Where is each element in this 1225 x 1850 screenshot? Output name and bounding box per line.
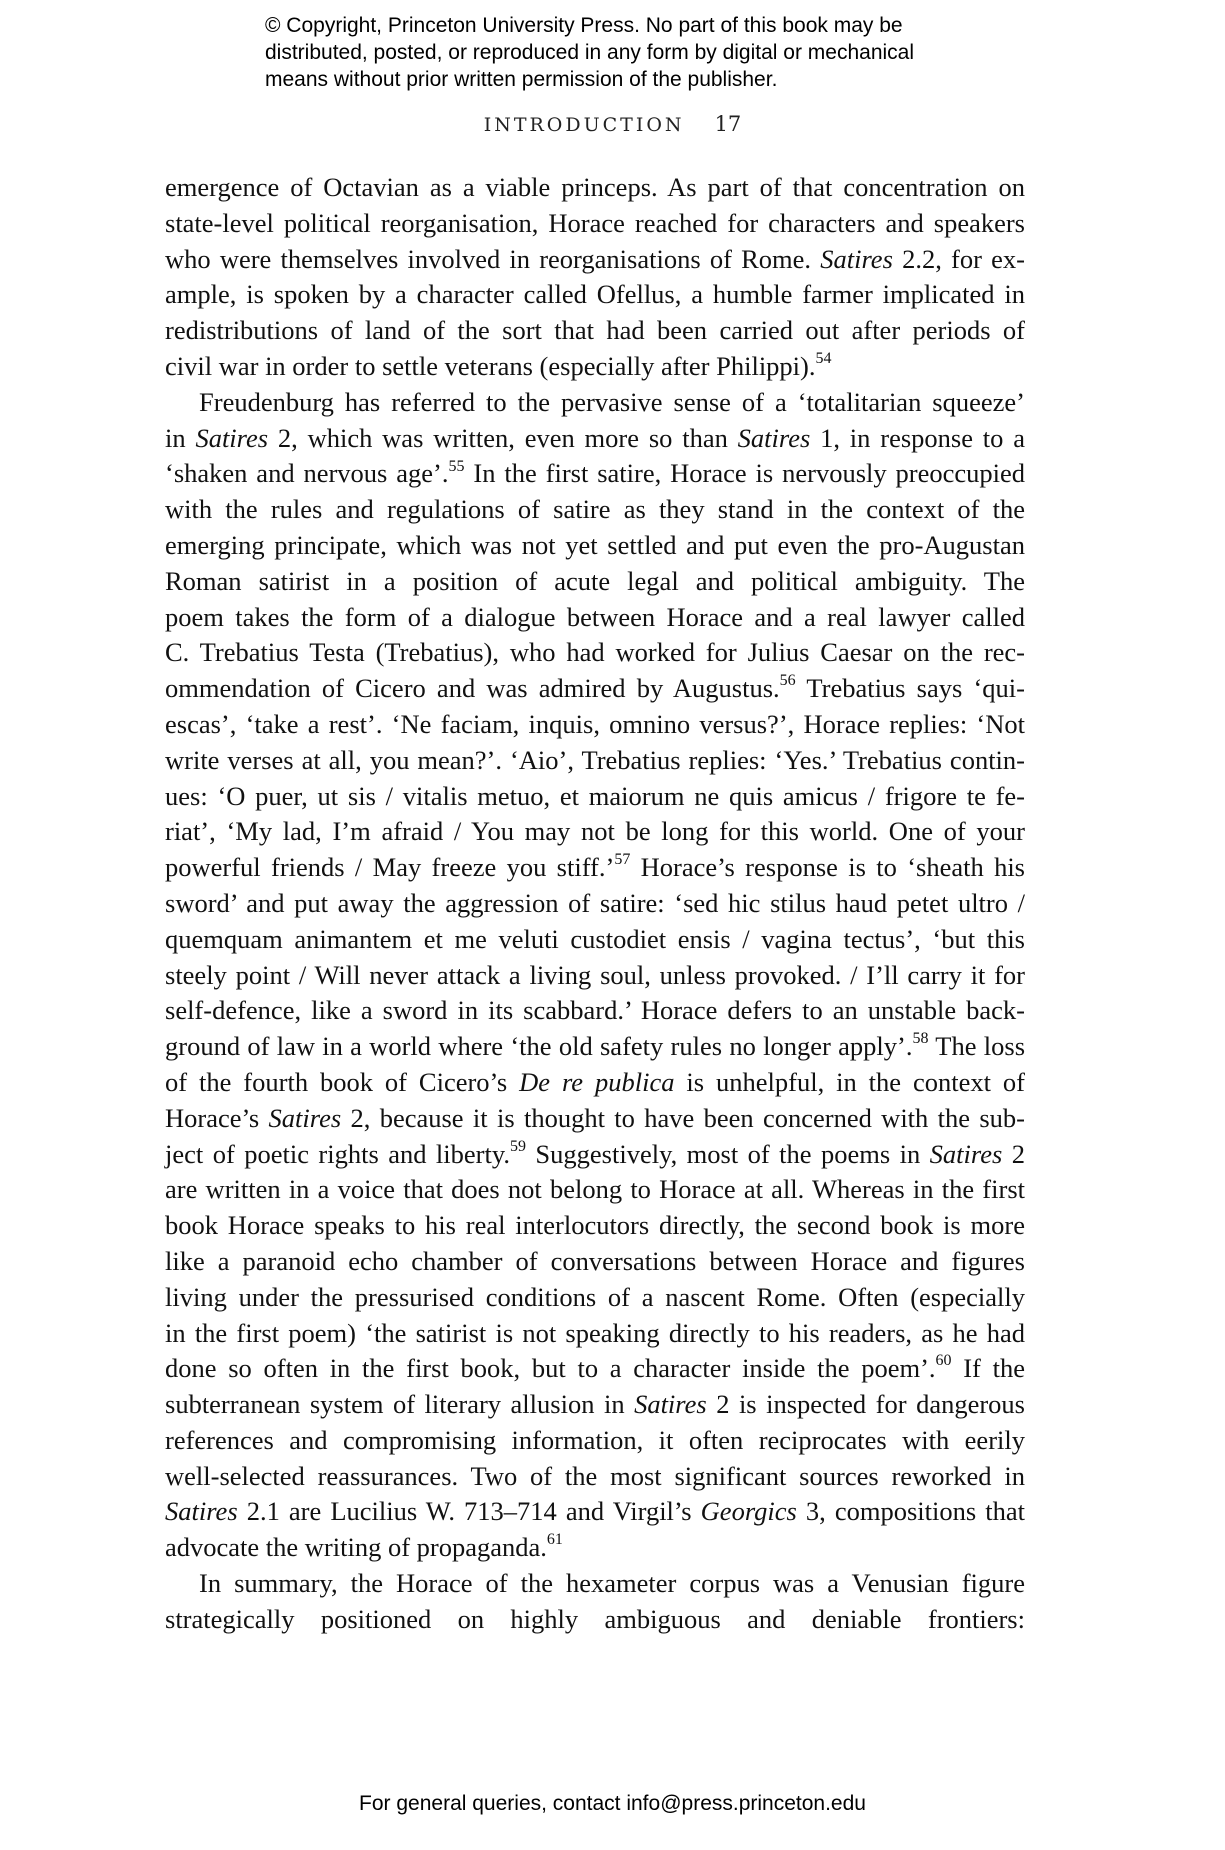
copyright-notice — [265, 12, 1005, 93]
text-line — [165, 743, 1025, 779]
text-run: ground of law in a world where ‘the old safety rules no longer apply’. — [165, 1031, 913, 1062]
text-run: 2.1 are Lucilius W. 713–714 and Virgil’s — [237, 1496, 701, 1527]
italic-title: Satires — [268, 1102, 342, 1133]
text-line — [165, 958, 1025, 994]
text-line — [165, 779, 1025, 815]
footnote-ref: 60 — [935, 1352, 952, 1370]
text-run: ‘shaken and nervous age’. — [165, 458, 449, 489]
copyright-line: distributed, posted, or reproduced in any form by digital or mechanical — [265, 41, 915, 64]
text-run: poem takes the form of a dialogue between Horace and a real lawyer called — [165, 601, 1025, 632]
text-run: self-defence, like a sword in its scabbard.’ Horace defers to an unstable back- — [165, 995, 1025, 1026]
text-run: In summary, the Horace of the hexameter corpus was a Venusian figure — [199, 1568, 1025, 1599]
italic-title: Satires — [165, 1496, 238, 1527]
italic-title: Satires — [195, 422, 269, 453]
copyright-line: © Copyright, Princeton University Press. No part of this book may be — [265, 14, 903, 37]
text-line — [165, 1244, 1025, 1280]
text-run: Trebatius says ‘qui- — [795, 673, 1025, 704]
text-run: references and compromising information, it often reciprocates with eerily — [165, 1424, 1025, 1455]
footnote-ref: 58 — [912, 1030, 929, 1048]
text-line — [165, 1602, 1025, 1638]
text-line — [165, 814, 1025, 850]
text-run: Roman satirist in a position of acute legal and political ambiguity. The — [165, 565, 1025, 596]
text-line — [165, 421, 1025, 457]
text-line — [165, 922, 1025, 958]
footnote-ref: 54 — [815, 350, 832, 368]
text-line — [165, 277, 1025, 313]
text-run: 2.2, for ex- — [892, 243, 1025, 274]
text-run: living under the pressurised conditions of a nascent Rome. Often (especially — [165, 1281, 1025, 1312]
text-line — [165, 1530, 1025, 1566]
text-run: in — [165, 422, 196, 453]
text-run: ject of poetic rights and liberty. — [165, 1138, 510, 1169]
italic-title: Satires — [634, 1389, 707, 1420]
text-line — [165, 635, 1025, 671]
page-number: 17 — [714, 112, 742, 136]
text-run: ommendation of Cicero and was admired by Augustus. — [165, 673, 780, 704]
italic-title: Georgics — [700, 1496, 797, 1527]
text-line — [165, 1029, 1025, 1065]
text-run: ues: ‘O puer, ut sis / vitalis metuo, et maiorum ne quis amicus / frigore te fe- — [165, 780, 1025, 811]
text-line — [165, 671, 1025, 707]
text-line — [165, 1459, 1025, 1495]
text-run: is unhelpful, in the context of — [674, 1066, 1025, 1097]
footnote-ref: 61 — [546, 1531, 563, 1549]
text-line — [165, 1137, 1025, 1173]
text-run: 3, compositions that — [796, 1496, 1025, 1527]
running-head — [0, 112, 1225, 136]
text-line — [165, 1065, 1025, 1101]
italic-title: Satires — [929, 1138, 1003, 1169]
text-run: civil war in order to settle veterans (especially after Philippi). — [165, 350, 816, 381]
text-run: The loss — [928, 1031, 1026, 1062]
text-run: are written in a voice that does not belong to Horace at all. Whereas in the first — [165, 1174, 1025, 1205]
footnote-ref: 55 — [448, 457, 465, 475]
text-run: quemquam animantem et me veluti custodiet ensis / vagina tectus’, ‘but this — [165, 923, 1025, 954]
text-line — [165, 707, 1025, 743]
italic-title: Satires — [737, 422, 811, 453]
text-line — [165, 600, 1025, 636]
text-line — [165, 886, 1025, 922]
text-run: Suggestively, most of the poems in — [525, 1138, 930, 1169]
text-run: in the first poem) ‘the satirist is not speaking directly to his readers, as he had — [165, 1317, 1025, 1348]
text-line — [165, 1494, 1025, 1530]
text-line — [165, 1208, 1025, 1244]
text-line — [165, 349, 1025, 385]
text-run: C. Trebatius Testa (Trebatius), who had worked for Julius Caesar on the rec- — [165, 637, 1025, 668]
text-line — [165, 206, 1025, 242]
text-run: strategically positioned on highly ambiguous and deniable frontiers: — [165, 1603, 1025, 1634]
footer-contact: For general queries, contact info@press.princeton.edu — [359, 1792, 866, 1815]
text-run: subterranean system of literary allusion in — [165, 1389, 635, 1420]
text-run: sword’ and put away the aggression of satire: ‘sed hic stilus haud petet ultro / — [165, 887, 1025, 918]
text-run: In the first satire, Horace is nervously preoccupied — [464, 458, 1026, 489]
text-run: 2 — [1002, 1138, 1026, 1169]
text-line — [165, 1280, 1025, 1316]
text-line — [165, 1172, 1025, 1208]
text-line — [165, 385, 1025, 421]
text-run: emergence of Octavian as a viable princeps. As part of that concentration on — [165, 172, 1025, 202]
italic-title: De re publica — [519, 1066, 675, 1097]
text-run: Freudenburg has referred to the pervasive sense of a ‘totalitarian squeeze’ — [199, 386, 1025, 417]
text-run: 2, because it is thought to have been concerned with the sub- — [341, 1102, 1025, 1133]
text-run: redistributions of land of the sort that had been carried out after periods of — [165, 315, 1025, 346]
text-run: 1, in response to a — [810, 422, 1025, 453]
italic-title: Satires — [820, 243, 893, 274]
text-run: with the rules and regulations of satire as they stand in the context of the — [165, 494, 1025, 525]
text-line — [165, 1351, 1025, 1387]
text-line — [165, 1101, 1025, 1137]
text-line — [165, 564, 1025, 600]
footnote-ref: 56 — [779, 672, 796, 690]
text-run: well-selected reassurances. Two of the most significant sources reworked in — [165, 1460, 1025, 1491]
body-text — [165, 170, 1025, 1638]
text-run: ample, is spoken by a character called Ofellus, a humble farmer implicated in — [165, 279, 1025, 310]
text-run: riat’, ‘My lad, I’m afraid / You may not be long for this world. One of your — [165, 816, 1025, 847]
text-run: advocate the writing of propaganda. — [165, 1532, 547, 1563]
text-run: of the fourth book of Cicero’s — [165, 1066, 520, 1097]
text-run: steely point / Will never attack a living soul, unless provoked. / I’ll carry it for — [165, 959, 1025, 990]
text-run: powerful friends / May freeze you stiff.’ — [165, 852, 615, 883]
text-run: 2, which was written, even more so than — [268, 422, 738, 453]
text-line — [165, 1566, 1025, 1602]
text-line — [165, 456, 1025, 492]
footnote-ref: 59 — [509, 1137, 526, 1155]
text-line — [165, 528, 1025, 564]
text-run: escas’, ‘take a rest’. ‘Ne faciam, inquis, omnino versus?’, Horace replies: ‘Not — [165, 708, 1025, 739]
text-line — [165, 242, 1025, 278]
running-head-title: INTRODUCTION — [483, 114, 685, 136]
text-run: book Horace speaks to his real interlocutors directly, the second book is more — [165, 1210, 1025, 1241]
text-run: Horace’s response is to ‘sheath his — [630, 852, 1025, 883]
text-line — [165, 993, 1025, 1029]
copyright-line: means without prior written permission of the publisher. — [265, 68, 778, 91]
text-run: emerging principate, which was not yet settled and put even the pro-Augustan — [165, 529, 1025, 560]
text-line — [165, 1316, 1025, 1352]
text-line — [165, 170, 1025, 206]
text-run: 2 is inspected for dangerous — [706, 1389, 1025, 1420]
footnote-ref: 57 — [614, 851, 631, 869]
text-run: who were themselves involved in reorganisations of Rome. — [165, 243, 821, 274]
text-line — [165, 492, 1025, 528]
text-line — [165, 1387, 1025, 1423]
text-run: state-level political reorganisation, Horace reached for characters and speakers — [165, 207, 1025, 238]
text-line — [165, 1423, 1025, 1459]
text-run: write verses at all, you mean?’. ‘Aio’, Trebatius replies: ‘Yes.’ Trebatius contin- — [165, 744, 1025, 775]
text-line — [165, 313, 1025, 349]
text-run: done so often in the first book, but to a character inside the poem’. — [165, 1353, 936, 1384]
text-line — [165, 850, 1025, 886]
text-run: Horace’s — [165, 1102, 269, 1133]
text-run: If the — [951, 1353, 1025, 1384]
text-run: like a paranoid echo chamber of conversations between Horace and figures — [165, 1245, 1025, 1276]
